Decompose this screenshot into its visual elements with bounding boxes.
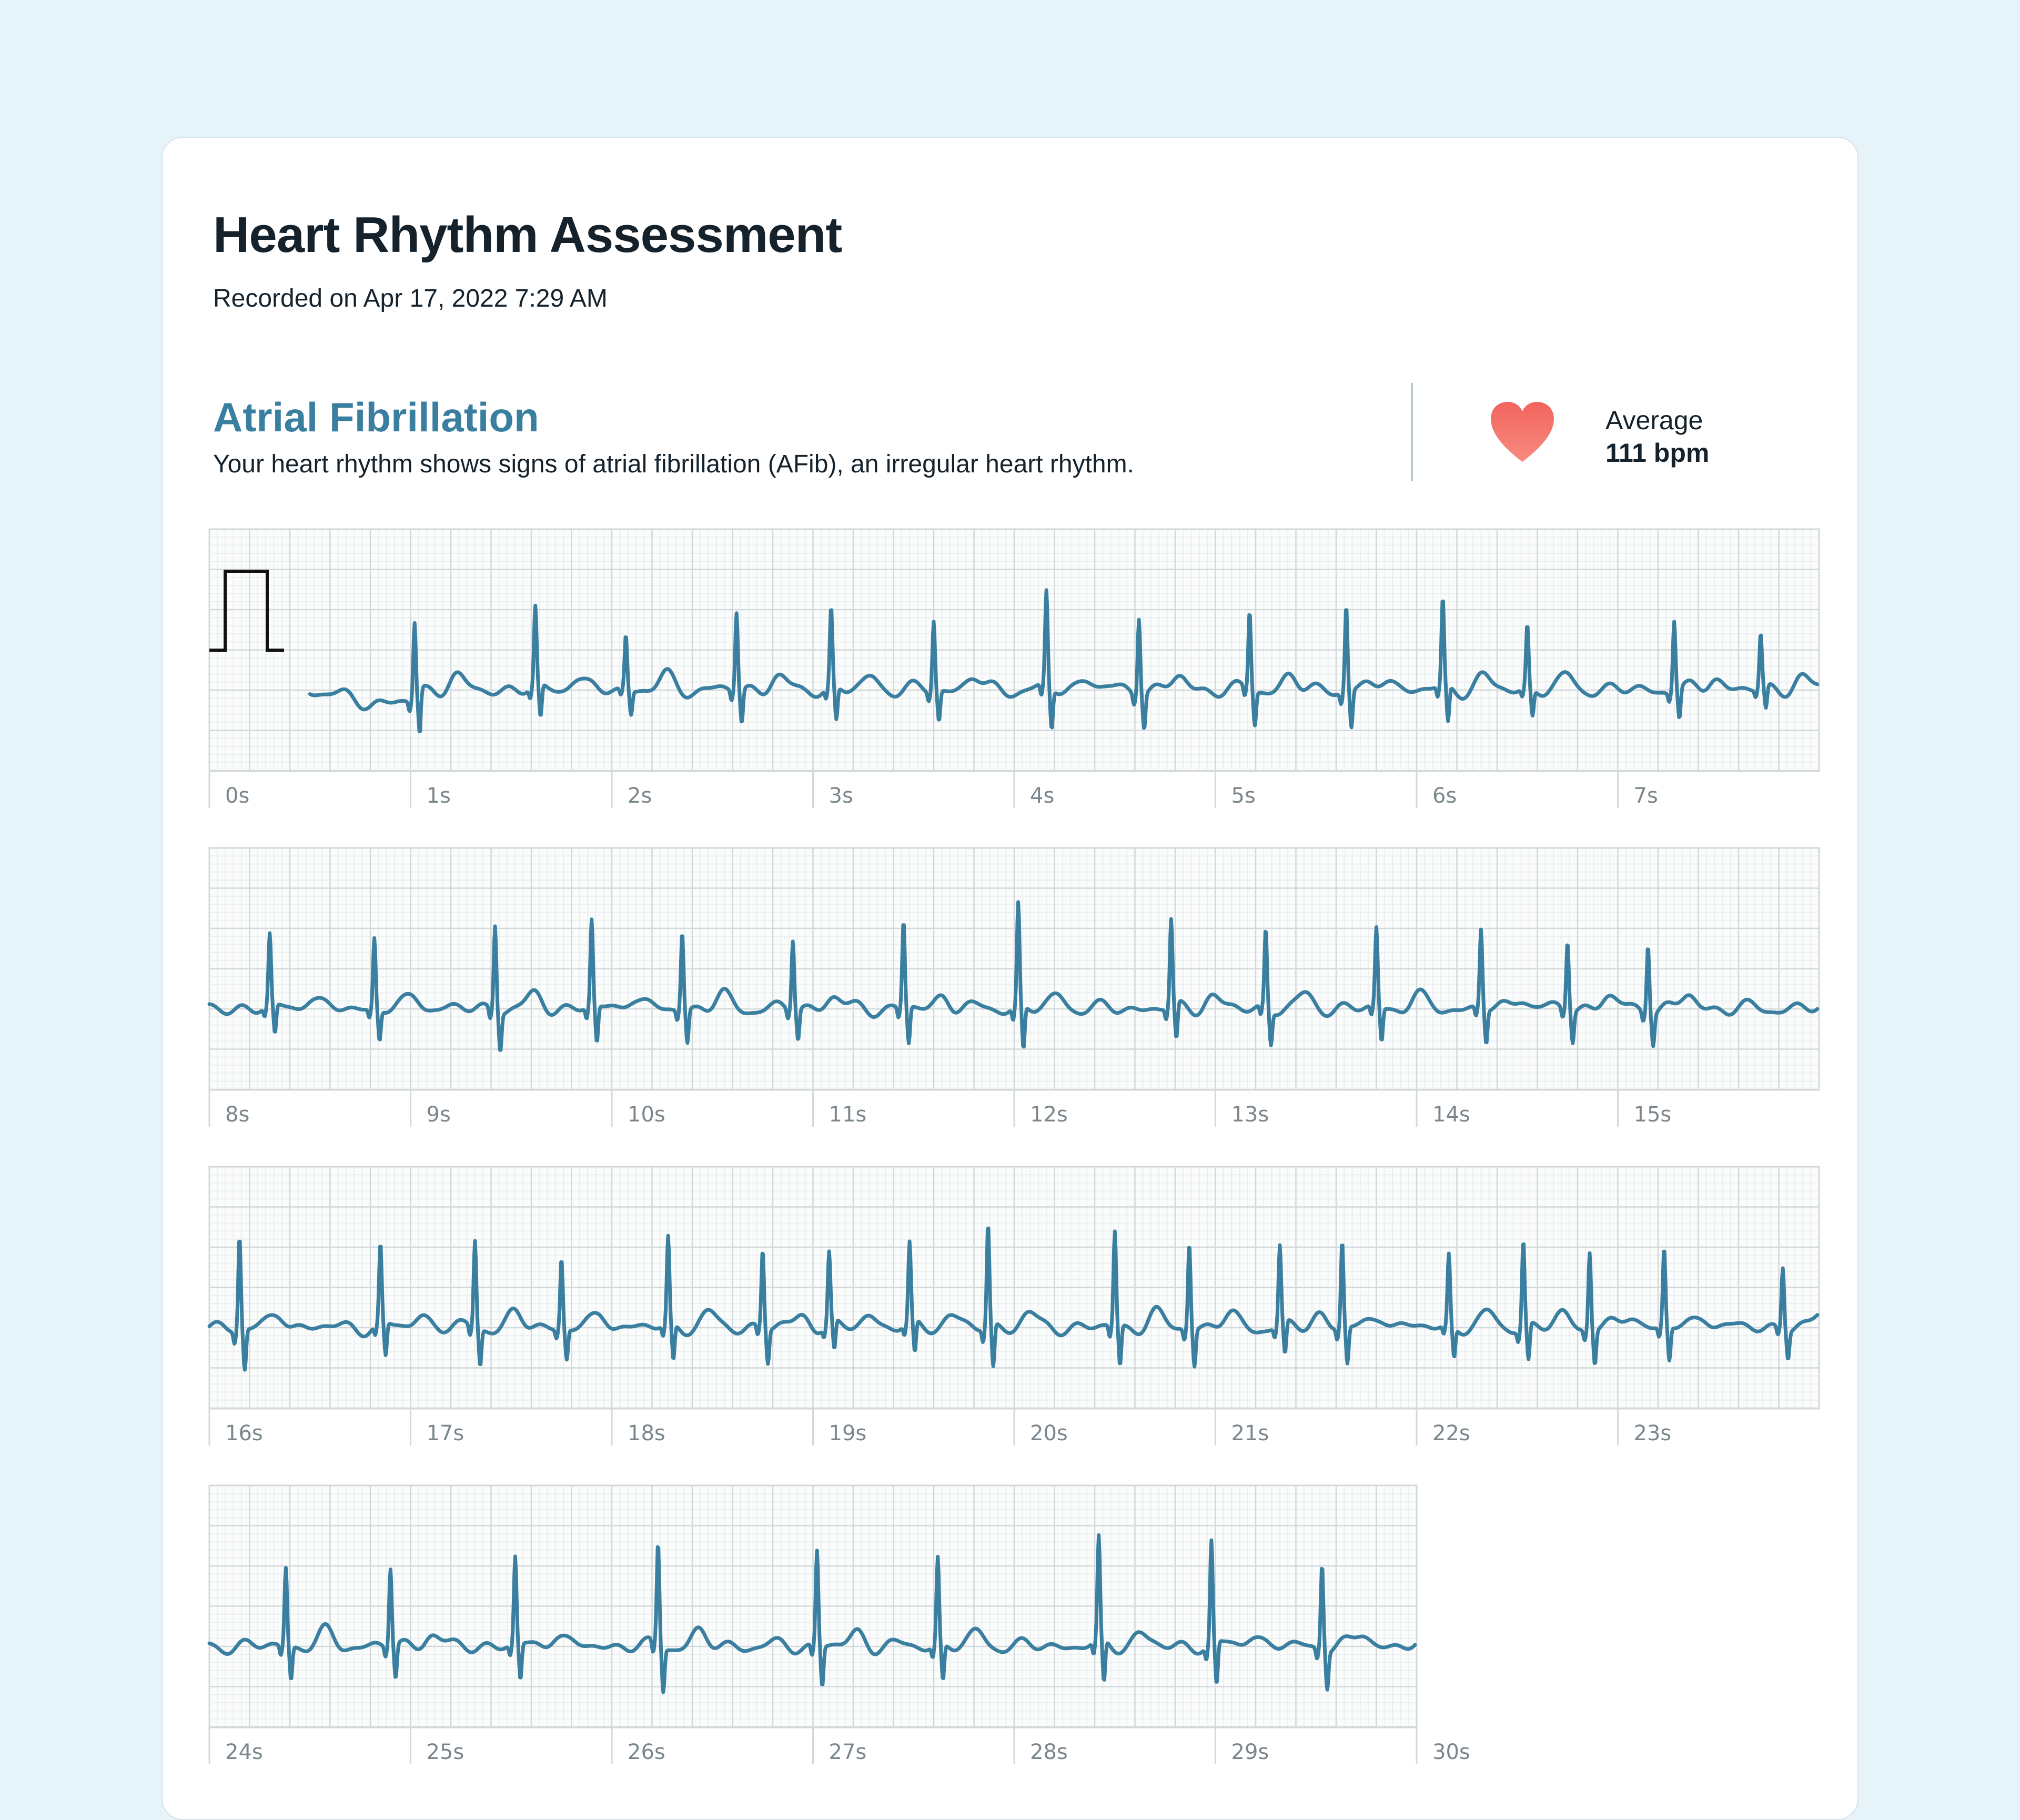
time-tick-label: 0s <box>225 784 250 808</box>
time-tick-label: 4s <box>1030 784 1055 808</box>
ecg-strip-3 <box>209 1167 1819 1445</box>
time-tick-label: 9s <box>426 1103 451 1127</box>
time-tick-label: 5s <box>1231 784 1256 808</box>
average-label: Average <box>1605 406 1703 435</box>
time-tick-label: 22s <box>1432 1421 1470 1445</box>
page-title: Heart Rhythm Assessment <box>213 207 842 263</box>
time-tick-label: 21s <box>1231 1421 1269 1445</box>
time-tick-label: 23s <box>1633 1421 1672 1445</box>
time-tick-label: 20s <box>1030 1421 1068 1445</box>
time-tick-label: 10s <box>628 1103 665 1127</box>
time-tick-label: 6s <box>1432 784 1457 808</box>
ecg-strip-4 <box>209 1485 1470 1764</box>
time-tick-label: 28s <box>1030 1740 1068 1764</box>
time-tick-label: 16s <box>225 1421 263 1445</box>
classification-description: Your heart rhythm shows signs of atrial fibrillation (AFib), an irregular heart rhythm. <box>213 450 1134 478</box>
time-tick-label: 1s <box>426 784 451 808</box>
time-tick-label: 30s <box>1432 1740 1470 1764</box>
time-tick-label: 2s <box>628 784 652 808</box>
recorded-timestamp: Recorded on Apr 17, 2022 7:29 AM <box>213 285 608 312</box>
classification-title: Atrial Fibrillation <box>213 394 539 440</box>
time-tick-label: 26s <box>628 1740 665 1764</box>
time-tick-label: 11s <box>829 1103 867 1127</box>
average-bpm-value: 111 bpm <box>1605 438 1710 468</box>
time-tick-label: 29s <box>1231 1740 1269 1764</box>
time-tick-label: 27s <box>829 1740 867 1764</box>
time-tick-label: 15s <box>1633 1103 1672 1127</box>
time-tick-label: 18s <box>628 1421 665 1445</box>
time-tick-label: 24s <box>225 1740 263 1764</box>
time-tick-label: 13s <box>1231 1103 1269 1127</box>
time-tick-label: 14s <box>1432 1103 1470 1127</box>
time-tick-label: 8s <box>225 1103 250 1127</box>
time-tick-label: 12s <box>1030 1103 1068 1127</box>
time-tick-label: 25s <box>426 1740 464 1764</box>
time-tick-label: 17s <box>426 1421 464 1445</box>
time-tick-label: 19s <box>829 1421 867 1445</box>
time-tick-label: 7s <box>1633 784 1658 808</box>
time-tick-label: 3s <box>829 784 853 808</box>
ecg-strip-2 <box>209 848 1819 1127</box>
ecg-strip-1 <box>209 529 1819 808</box>
